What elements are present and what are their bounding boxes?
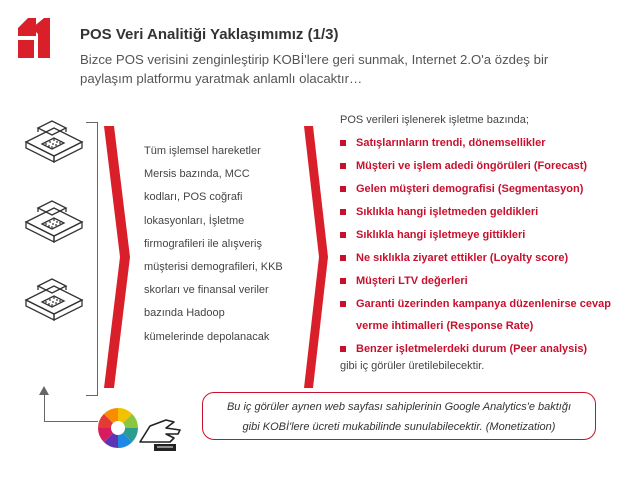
- arrow-up-icon: [39, 386, 49, 395]
- list-item: [340, 274, 620, 288]
- pos-terminal-icon: [20, 118, 88, 176]
- bullet-square-icon: [340, 255, 346, 261]
- left-line: müşterisi demografileri, KKB: [144, 261, 283, 274]
- list-item-label: Sıklıkla hangi işletmeden geldikleri: [356, 206, 539, 218]
- left-line: kodları, POS coğrafi: [144, 191, 243, 204]
- terminal-bracket: [86, 122, 98, 396]
- list-item-label: Müşteri ve işlem adedi öngörüleri (Forecast): [356, 160, 588, 172]
- callout-line: gibi KOBİ'lere ücreti mukabilinde sunulabilecektir. (Monetization): [242, 421, 556, 433]
- list-item-label: Sıklıkla hangi işletmeye gittikleri: [356, 229, 526, 241]
- bullet-square-icon: [340, 301, 346, 307]
- pos-terminal-icon: [20, 198, 88, 256]
- list-item: [340, 205, 620, 219]
- page-subtitle: Bizce POS verisini zenginleştirip KOBİ'lere geri sunmak, Internet 2.O'a özdeş bir paylaşım platformu yaratmak anlamlı olacaktır…: [80, 52, 549, 86]
- bullet-square-icon: [340, 140, 346, 146]
- left-line: lokasyonları, İşletme: [144, 214, 245, 227]
- list-item-label: Satışlarınların trendi, dönemsellikler: [356, 137, 546, 149]
- chevron-right-icon: [304, 126, 328, 388]
- bullet-square-icon: [340, 163, 346, 169]
- list-item: [340, 251, 620, 265]
- right-intro: POS verileri işlenerek işletme bazında;: [340, 114, 529, 126]
- left-line: Mersis bazında, MCC: [144, 168, 250, 181]
- callout-line: Bu iç görüler aynen web sayfası sahiplerinin Google Analytics'e baktığı: [226, 401, 572, 413]
- left-line: bazında Hadoop: [144, 307, 225, 320]
- left-panel-text: [144, 140, 314, 349]
- list-item-label: Müşteri LTV değerleri: [356, 275, 468, 287]
- list-item: [340, 136, 620, 150]
- monetization-callout: [202, 392, 596, 440]
- pos-terminal-icon: [20, 276, 88, 334]
- bullet-square-icon: [340, 346, 346, 352]
- hand-card-icon: [136, 412, 184, 454]
- list-item: [340, 293, 620, 337]
- page-title: POS Veri Analitiği Yaklaşımımız (1/3): [80, 26, 339, 43]
- left-line: skorları ve finansal veriler: [144, 284, 269, 297]
- list-item: [340, 342, 620, 356]
- insight-list: [340, 136, 620, 365]
- list-item-label: Ne sıklıkla ziyaret ettikler (Loyalty score): [356, 252, 569, 264]
- list-item: [340, 228, 620, 242]
- chevron-right-icon: [104, 126, 130, 388]
- pie-chart-icon: [96, 406, 140, 450]
- right-outro: gibi iç görüler üretilebilecektir.: [340, 360, 485, 372]
- left-line: kümelerinde depolanacak: [144, 330, 270, 343]
- bullet-square-icon: [340, 186, 346, 192]
- feedback-loop-line: [44, 392, 98, 422]
- left-line: firmografileri ile alışveriş: [144, 237, 262, 250]
- list-item-label: Garanti üzerinden kampanya düzenlenirse cevap verme ihtimalleri (Response Rate): [356, 298, 611, 332]
- list-item: [340, 159, 620, 173]
- left-line: Tüm işlemsel hareketler: [144, 145, 261, 157]
- list-item: [340, 182, 620, 196]
- bullet-square-icon: [340, 232, 346, 238]
- bullet-square-icon: [340, 278, 346, 284]
- brand-logo: [14, 14, 54, 62]
- bullet-square-icon: [340, 209, 346, 215]
- list-item-label: Gelen müşteri demografisi (Segmentasyon): [356, 183, 584, 195]
- list-item-label: Benzer işletmelerdeki durum (Peer analysis): [356, 343, 588, 355]
